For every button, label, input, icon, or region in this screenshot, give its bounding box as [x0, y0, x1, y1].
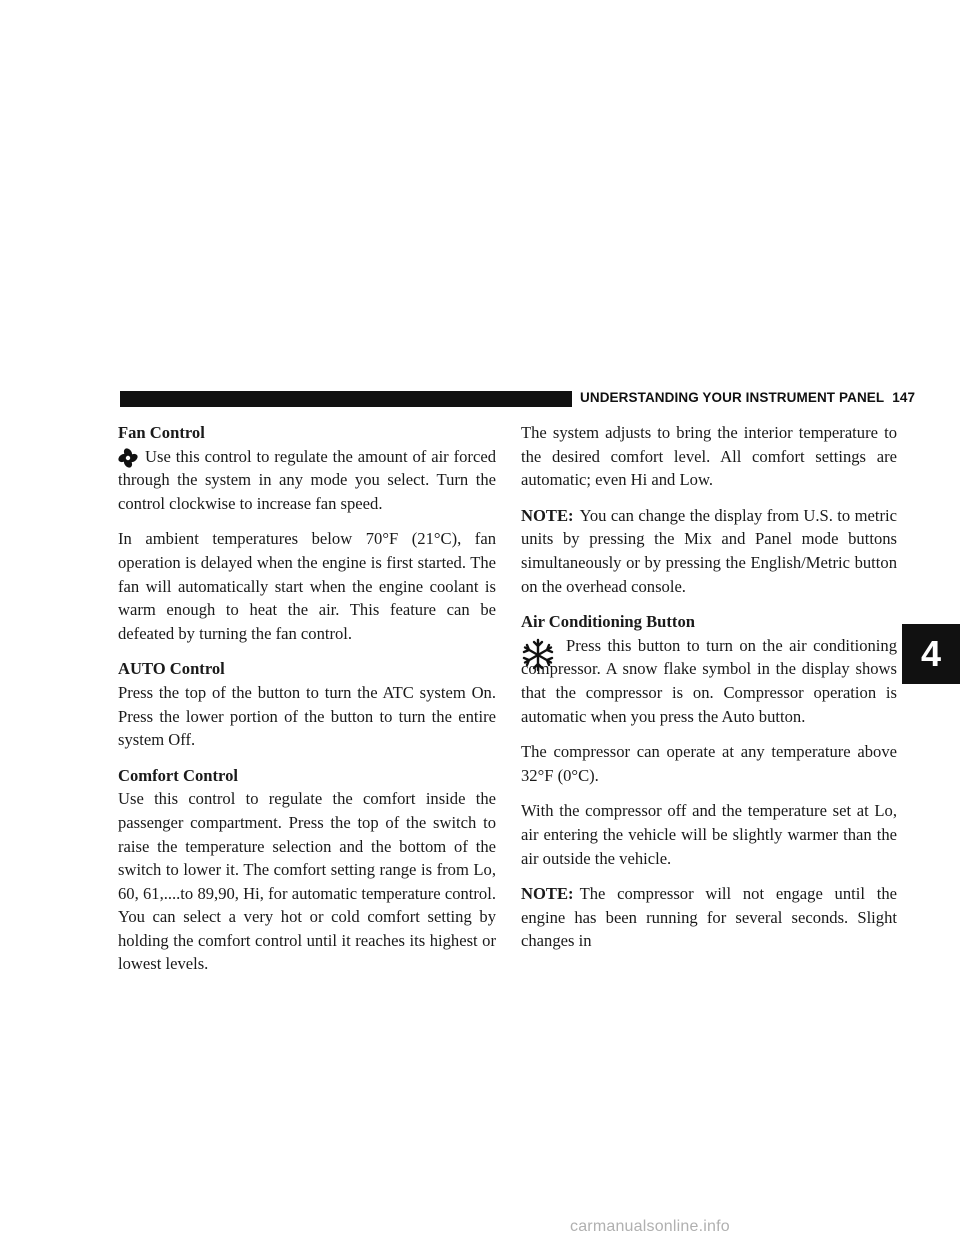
system-paragraph: The system adjusts to bring the interior temperature to the desired comfort level. All comfort settings are automatic; even Hi and Low.: [521, 423, 897, 490]
page-number: 147: [892, 390, 916, 405]
fan-control-text: Use this control to regulate the amount of air forced through the system in any mode you select. Turn the control clockwise to increase fan speed.: [118, 446, 496, 513]
section-title: UNDERSTANDING YOUR INSTRUMENT PANEL: [580, 390, 885, 405]
comfort-control-heading: Comfort Control: [118, 765, 238, 785]
note-compressor-text: The compressor will not engage until the engine has been running for several seconds. Slight changes in: [521, 884, 897, 951]
note-metric-text: You can change the display from U.S. to metric units by pressing the Mix and Panel mode buttons simultaneously or by pressing the English/Metric button on the overhead console.: [521, 505, 897, 596]
ac-button-text: Press this button to turn on the air conditioning compressor. A snow flake symbol in the display shows that the compressor is on. Compressor operation is automatic when you press the Auto button.: [521, 635, 897, 726]
note-metric-paragraph: [521, 504, 897, 598]
snowflake-icon: [521, 638, 555, 679]
note-compressor-paragraph: [521, 882, 897, 953]
fan-icon: [118, 448, 138, 475]
left-column: [118, 421, 496, 988]
ac-button-heading: Air Conditioning Button: [521, 612, 695, 632]
watermark: carmanualsonline.info: [570, 1218, 730, 1235]
note-label: NOTE:: [521, 505, 574, 525]
note-label: NOTE:: [521, 884, 574, 904]
compressor-temp-paragraph: The compressor can operate at any temperature above 32°F (0°C).: [521, 742, 897, 785]
ac-button-paragraph: [521, 634, 897, 728]
chapter-tab: 4: [902, 624, 960, 684]
running-header: [580, 390, 915, 405]
fan-control-paragraph: [118, 445, 496, 516]
auto-control-heading: AUTO Control: [118, 659, 225, 679]
comfort-control-paragraph: Use this control to regulate the comfort inside the passenger compartment. Press the top of the switch to raise the temperature selection and the bottom of the switch to lower it. The comfort setting range is from Lo, 60, 61,....to 89,90, Hi, for automatic temperature control. You can select a very hot or cold comfort setting by holding the comfort control until it reaches its highest or lowest levels.: [118, 789, 496, 974]
fan-control-heading: Fan Control: [118, 423, 205, 442]
compressor-off-paragraph: With the compressor off and the temperature set at Lo, air entering the vehicle will be slightly warmer than the air outside the vehicle.: [521, 801, 897, 868]
right-column: [521, 421, 897, 965]
header-rule: [120, 391, 572, 407]
ambient-paragraph: In ambient temperatures below 70°F (21°C), fan operation is delayed when the engine is first started. The fan will automatically start when the engine coolant is warm enough to heat the air. This feature can be defeated by turning the fan control.: [118, 529, 496, 643]
auto-control-paragraph: Press the top of the button to turn the ATC system On. Press the lower portion of the button to turn the entire system Off.: [118, 682, 496, 750]
